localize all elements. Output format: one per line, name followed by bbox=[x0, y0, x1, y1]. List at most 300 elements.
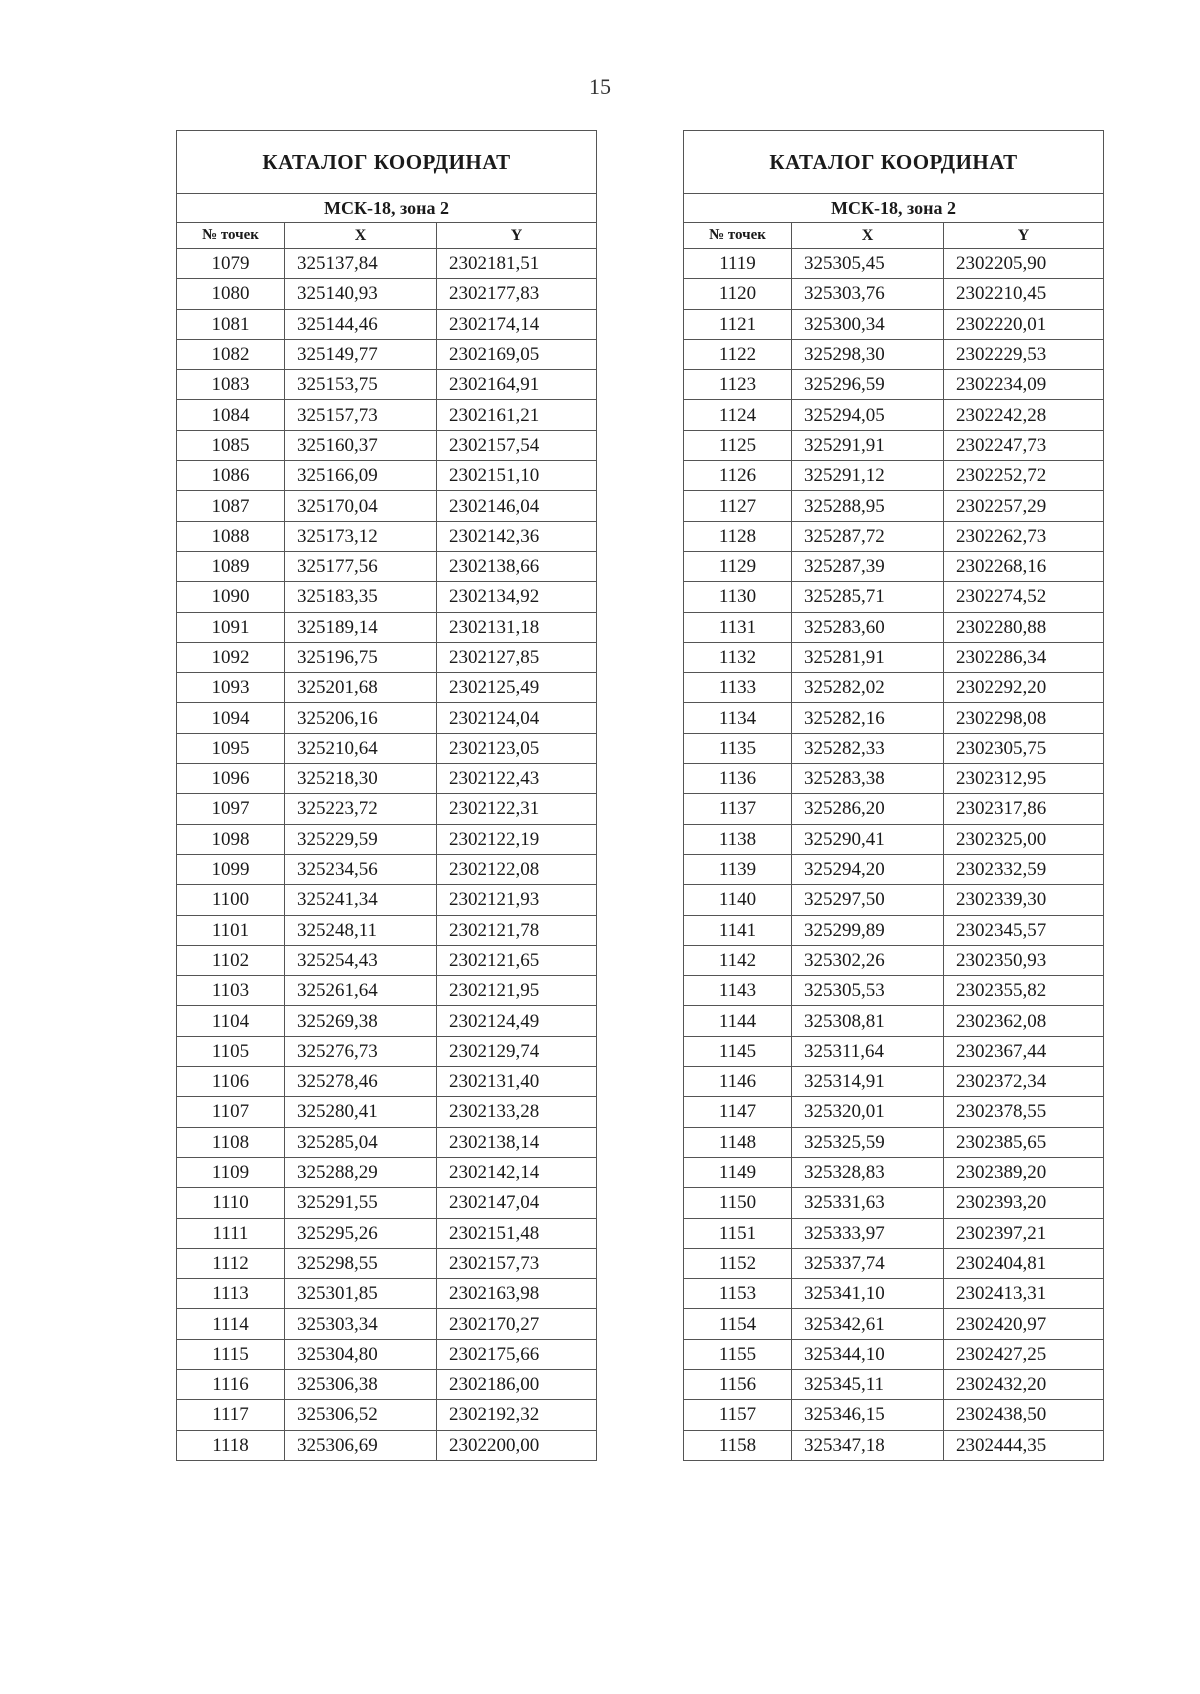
table-row bbox=[684, 885, 1104, 915]
x-coordinate-cell: 325286,20 bbox=[792, 794, 944, 824]
x-coordinate-cell: 325303,76 bbox=[792, 279, 944, 309]
point-number-cell: 1153 bbox=[684, 1279, 792, 1309]
y-coordinate-cell: 2302247,73 bbox=[944, 430, 1104, 460]
point-number-cell: 1092 bbox=[177, 642, 285, 672]
x-coordinate-cell: 325314,91 bbox=[792, 1067, 944, 1097]
x-coordinate-cell: 325170,04 bbox=[285, 491, 437, 521]
y-coordinate-cell: 2302142,36 bbox=[437, 521, 597, 551]
y-coordinate-cell: 2302133,28 bbox=[437, 1097, 597, 1127]
table-row bbox=[177, 1248, 597, 1278]
page-number: 15 bbox=[589, 74, 611, 99]
table-row bbox=[684, 794, 1104, 824]
x-coordinate-cell: 325282,33 bbox=[792, 733, 944, 763]
table-row bbox=[177, 1369, 597, 1399]
point-number-cell: 1140 bbox=[684, 885, 792, 915]
x-coordinate-cell: 325287,39 bbox=[792, 551, 944, 581]
table-row bbox=[684, 1430, 1104, 1460]
y-coordinate-cell: 2302170,27 bbox=[437, 1309, 597, 1339]
x-coordinate-cell: 325137,84 bbox=[285, 249, 437, 279]
point-number-cell: 1085 bbox=[177, 430, 285, 460]
point-number-cell: 1105 bbox=[177, 1036, 285, 1066]
point-number-cell: 1142 bbox=[684, 945, 792, 975]
table-row bbox=[177, 521, 597, 551]
x-coordinate-cell: 325288,95 bbox=[792, 491, 944, 521]
point-number-cell: 1137 bbox=[684, 794, 792, 824]
table-row bbox=[684, 854, 1104, 884]
table-row bbox=[177, 339, 597, 369]
table-row bbox=[684, 764, 1104, 794]
catalog-subtitle: МСК-18, зона 2 bbox=[177, 194, 597, 223]
x-coordinate-cell: 325295,26 bbox=[285, 1218, 437, 1248]
table-row bbox=[684, 430, 1104, 460]
point-number-cell: 1138 bbox=[684, 824, 792, 854]
table-row bbox=[177, 824, 597, 854]
y-coordinate-cell: 2302121,93 bbox=[437, 885, 597, 915]
table-row bbox=[684, 673, 1104, 703]
x-coordinate-cell: 325153,75 bbox=[285, 370, 437, 400]
x-coordinate-cell: 325299,89 bbox=[792, 915, 944, 945]
point-number-cell: 1101 bbox=[177, 915, 285, 945]
point-number-cell: 1097 bbox=[177, 794, 285, 824]
x-coordinate-cell: 325294,05 bbox=[792, 400, 944, 430]
point-number-cell: 1118 bbox=[177, 1430, 285, 1460]
y-coordinate-cell: 2302305,75 bbox=[944, 733, 1104, 763]
x-coordinate-cell: 325305,53 bbox=[792, 976, 944, 1006]
point-number-cell: 1094 bbox=[177, 703, 285, 733]
point-number-cell: 1134 bbox=[684, 703, 792, 733]
point-number-cell: 1083 bbox=[177, 370, 285, 400]
point-number-cell: 1150 bbox=[684, 1188, 792, 1218]
y-coordinate-cell: 2302210,45 bbox=[944, 279, 1104, 309]
x-coordinate-cell: 325306,38 bbox=[285, 1369, 437, 1399]
x-coordinate-cell: 325296,59 bbox=[792, 370, 944, 400]
point-number-cell: 1107 bbox=[177, 1097, 285, 1127]
y-coordinate-cell: 2302147,04 bbox=[437, 1188, 597, 1218]
x-coordinate-cell: 325346,15 bbox=[792, 1400, 944, 1430]
y-coordinate-cell: 2302157,54 bbox=[437, 430, 597, 460]
x-coordinate-cell: 325269,38 bbox=[285, 1006, 437, 1036]
table-row bbox=[177, 764, 597, 794]
x-coordinate-cell: 325241,34 bbox=[285, 885, 437, 915]
table-row bbox=[684, 733, 1104, 763]
x-coordinate-cell: 325229,59 bbox=[285, 824, 437, 854]
x-coordinate-cell: 325331,63 bbox=[792, 1188, 944, 1218]
table-row bbox=[684, 551, 1104, 581]
x-coordinate-cell: 325300,34 bbox=[792, 309, 944, 339]
point-number-cell: 1128 bbox=[684, 521, 792, 551]
point-number-cell: 1103 bbox=[177, 976, 285, 1006]
table-row bbox=[177, 1188, 597, 1218]
y-coordinate-cell: 2302432,20 bbox=[944, 1369, 1104, 1399]
y-coordinate-cell: 2302339,30 bbox=[944, 885, 1104, 915]
table-row bbox=[177, 703, 597, 733]
point-number-cell: 1125 bbox=[684, 430, 792, 460]
table-row bbox=[177, 642, 597, 672]
x-coordinate-cell: 325333,97 bbox=[792, 1218, 944, 1248]
x-coordinate-cell: 325196,75 bbox=[285, 642, 437, 672]
point-number-cell: 1108 bbox=[177, 1127, 285, 1157]
table-row bbox=[177, 1339, 597, 1369]
table-row bbox=[684, 1218, 1104, 1248]
catalog-subtitle: МСК-18, зона 2 bbox=[684, 194, 1104, 223]
point-number-cell: 1122 bbox=[684, 339, 792, 369]
y-coordinate-cell: 2302242,28 bbox=[944, 400, 1104, 430]
x-coordinate-cell: 325291,12 bbox=[792, 461, 944, 491]
y-coordinate-cell: 2302420,97 bbox=[944, 1309, 1104, 1339]
point-number-cell: 1136 bbox=[684, 764, 792, 794]
table-row bbox=[684, 1006, 1104, 1036]
table-row bbox=[177, 885, 597, 915]
table-row bbox=[177, 945, 597, 975]
y-coordinate-cell: 2302362,08 bbox=[944, 1006, 1104, 1036]
y-coordinate-cell: 2302177,83 bbox=[437, 279, 597, 309]
y-coordinate-cell: 2302122,31 bbox=[437, 794, 597, 824]
x-coordinate-cell: 325311,64 bbox=[792, 1036, 944, 1066]
table-row bbox=[177, 279, 597, 309]
x-coordinate-cell: 325298,30 bbox=[792, 339, 944, 369]
point-number-cell: 1091 bbox=[177, 612, 285, 642]
x-coordinate-cell: 325173,12 bbox=[285, 521, 437, 551]
y-coordinate-cell: 2302121,95 bbox=[437, 976, 597, 1006]
point-number-cell: 1110 bbox=[177, 1188, 285, 1218]
table-row bbox=[684, 249, 1104, 279]
table-row bbox=[684, 1339, 1104, 1369]
point-number-cell: 1081 bbox=[177, 309, 285, 339]
table-row bbox=[684, 976, 1104, 1006]
table-row bbox=[177, 915, 597, 945]
point-number-cell: 1090 bbox=[177, 582, 285, 612]
table-row bbox=[177, 673, 597, 703]
table-row bbox=[177, 976, 597, 1006]
point-number-cell: 1095 bbox=[177, 733, 285, 763]
catalog-title: КАТАЛОГ КООРДИНАТ bbox=[684, 131, 1104, 194]
catalog-title: КАТАЛОГ КООРДИНАТ bbox=[177, 131, 597, 194]
y-coordinate-cell: 2302252,72 bbox=[944, 461, 1104, 491]
y-coordinate-cell: 2302345,57 bbox=[944, 915, 1104, 945]
table-row bbox=[177, 491, 597, 521]
table-row bbox=[684, 491, 1104, 521]
y-coordinate-cell: 2302393,20 bbox=[944, 1188, 1104, 1218]
table-row bbox=[177, 249, 597, 279]
y-coordinate-cell: 2302404,81 bbox=[944, 1248, 1104, 1278]
coordinate-catalog-right bbox=[683, 130, 1104, 1461]
x-coordinate-cell: 325342,61 bbox=[792, 1309, 944, 1339]
table-row bbox=[684, 582, 1104, 612]
y-coordinate-cell: 2302280,88 bbox=[944, 612, 1104, 642]
y-coordinate-cell: 2302367,44 bbox=[944, 1036, 1104, 1066]
x-coordinate-cell: 325183,35 bbox=[285, 582, 437, 612]
catalog-body bbox=[177, 249, 597, 1461]
point-number-cell: 1147 bbox=[684, 1097, 792, 1127]
x-coordinate-cell: 325341,10 bbox=[792, 1279, 944, 1309]
y-coordinate-cell: 2302372,34 bbox=[944, 1067, 1104, 1097]
x-coordinate-cell: 325344,10 bbox=[792, 1339, 944, 1369]
x-coordinate-cell: 325282,02 bbox=[792, 673, 944, 703]
y-coordinate-cell: 2302274,52 bbox=[944, 582, 1104, 612]
table-row bbox=[177, 1218, 597, 1248]
x-coordinate-cell: 325261,64 bbox=[285, 976, 437, 1006]
table-row bbox=[684, 1279, 1104, 1309]
point-number-cell: 1131 bbox=[684, 612, 792, 642]
y-coordinate-cell: 2302292,20 bbox=[944, 673, 1104, 703]
point-number-cell: 1129 bbox=[684, 551, 792, 581]
y-coordinate-cell: 2302181,51 bbox=[437, 249, 597, 279]
column-header-y: Y bbox=[437, 223, 597, 249]
y-coordinate-cell: 2302157,73 bbox=[437, 1248, 597, 1278]
point-number-cell: 1145 bbox=[684, 1036, 792, 1066]
table-row bbox=[177, 1067, 597, 1097]
table-row bbox=[177, 309, 597, 339]
point-number-cell: 1115 bbox=[177, 1339, 285, 1369]
point-number-cell: 1106 bbox=[177, 1067, 285, 1097]
y-coordinate-cell: 2302138,66 bbox=[437, 551, 597, 581]
x-coordinate-cell: 325325,59 bbox=[792, 1127, 944, 1157]
y-coordinate-cell: 2302385,65 bbox=[944, 1127, 1104, 1157]
x-coordinate-cell: 325306,52 bbox=[285, 1400, 437, 1430]
x-coordinate-cell: 325177,56 bbox=[285, 551, 437, 581]
y-coordinate-cell: 2302121,65 bbox=[437, 945, 597, 975]
column-header-row bbox=[177, 223, 597, 249]
x-coordinate-cell: 325160,37 bbox=[285, 430, 437, 460]
y-coordinate-cell: 2302298,08 bbox=[944, 703, 1104, 733]
x-coordinate-cell: 325149,77 bbox=[285, 339, 437, 369]
point-number-cell: 1080 bbox=[177, 279, 285, 309]
x-coordinate-cell: 325347,18 bbox=[792, 1430, 944, 1460]
column-header-point-number: № точек bbox=[684, 223, 792, 249]
table-row bbox=[684, 1067, 1104, 1097]
x-coordinate-cell: 325291,55 bbox=[285, 1188, 437, 1218]
table-row bbox=[177, 582, 597, 612]
x-coordinate-cell: 325306,69 bbox=[285, 1430, 437, 1460]
x-coordinate-cell: 325201,68 bbox=[285, 673, 437, 703]
table-row bbox=[684, 1188, 1104, 1218]
column-header-y: Y bbox=[944, 223, 1104, 249]
x-coordinate-cell: 325276,73 bbox=[285, 1036, 437, 1066]
point-number-cell: 1098 bbox=[177, 824, 285, 854]
point-number-cell: 1152 bbox=[684, 1248, 792, 1278]
y-coordinate-cell: 2302186,00 bbox=[437, 1369, 597, 1399]
y-coordinate-cell: 2302163,98 bbox=[437, 1279, 597, 1309]
x-coordinate-cell: 325298,55 bbox=[285, 1248, 437, 1278]
table-row bbox=[684, 915, 1104, 945]
y-coordinate-cell: 2302124,49 bbox=[437, 1006, 597, 1036]
x-coordinate-cell: 325303,34 bbox=[285, 1309, 437, 1339]
point-number-cell: 1124 bbox=[684, 400, 792, 430]
point-number-cell: 1079 bbox=[177, 249, 285, 279]
table-row bbox=[177, 1400, 597, 1430]
table-row bbox=[684, 1248, 1104, 1278]
x-coordinate-cell: 325288,29 bbox=[285, 1157, 437, 1187]
table-row bbox=[177, 430, 597, 460]
table-row bbox=[177, 461, 597, 491]
point-number-cell: 1104 bbox=[177, 1006, 285, 1036]
y-coordinate-cell: 2302234,09 bbox=[944, 370, 1104, 400]
table-row bbox=[684, 1127, 1104, 1157]
x-coordinate-cell: 325305,45 bbox=[792, 249, 944, 279]
x-coordinate-cell: 325287,72 bbox=[792, 521, 944, 551]
y-coordinate-cell: 2302131,18 bbox=[437, 612, 597, 642]
y-coordinate-cell: 2302122,43 bbox=[437, 764, 597, 794]
point-number-cell: 1116 bbox=[177, 1369, 285, 1399]
y-coordinate-cell: 2302220,01 bbox=[944, 309, 1104, 339]
table-row bbox=[684, 1369, 1104, 1399]
table-row bbox=[684, 1400, 1104, 1430]
y-coordinate-cell: 2302142,14 bbox=[437, 1157, 597, 1187]
x-coordinate-cell: 325285,71 bbox=[792, 582, 944, 612]
table-row bbox=[177, 1157, 597, 1187]
x-coordinate-cell: 325328,83 bbox=[792, 1157, 944, 1187]
y-coordinate-cell: 2302131,40 bbox=[437, 1067, 597, 1097]
y-coordinate-cell: 2302312,95 bbox=[944, 764, 1104, 794]
x-coordinate-cell: 325189,14 bbox=[285, 612, 437, 642]
y-coordinate-cell: 2302122,19 bbox=[437, 824, 597, 854]
column-header-x: X bbox=[285, 223, 437, 249]
x-coordinate-cell: 325254,43 bbox=[285, 945, 437, 975]
y-coordinate-cell: 2302174,14 bbox=[437, 309, 597, 339]
table-row bbox=[684, 309, 1104, 339]
y-coordinate-cell: 2302427,25 bbox=[944, 1339, 1104, 1369]
y-coordinate-cell: 2302317,86 bbox=[944, 794, 1104, 824]
x-coordinate-cell: 325280,41 bbox=[285, 1097, 437, 1127]
point-number-cell: 1156 bbox=[684, 1369, 792, 1399]
point-number-cell: 1087 bbox=[177, 491, 285, 521]
table-row bbox=[684, 339, 1104, 369]
point-number-cell: 1130 bbox=[684, 582, 792, 612]
point-number-cell: 1157 bbox=[684, 1400, 792, 1430]
column-header-point-number: № точек bbox=[177, 223, 285, 249]
point-number-cell: 1096 bbox=[177, 764, 285, 794]
y-coordinate-cell: 2302175,66 bbox=[437, 1339, 597, 1369]
y-coordinate-cell: 2302127,85 bbox=[437, 642, 597, 672]
y-coordinate-cell: 2302138,14 bbox=[437, 1127, 597, 1157]
y-coordinate-cell: 2302192,32 bbox=[437, 1400, 597, 1430]
point-number-cell: 1155 bbox=[684, 1339, 792, 1369]
table-row bbox=[177, 1097, 597, 1127]
point-number-cell: 1121 bbox=[684, 309, 792, 339]
y-coordinate-cell: 2302229,53 bbox=[944, 339, 1104, 369]
y-coordinate-cell: 2302123,05 bbox=[437, 733, 597, 763]
y-coordinate-cell: 2302125,49 bbox=[437, 673, 597, 703]
point-number-cell: 1158 bbox=[684, 1430, 792, 1460]
x-coordinate-cell: 325166,09 bbox=[285, 461, 437, 491]
x-coordinate-cell: 325291,91 bbox=[792, 430, 944, 460]
table-row bbox=[684, 279, 1104, 309]
table-row bbox=[177, 733, 597, 763]
y-coordinate-cell: 2302122,08 bbox=[437, 854, 597, 884]
point-number-cell: 1093 bbox=[177, 673, 285, 703]
point-number-cell: 1100 bbox=[177, 885, 285, 915]
point-number-cell: 1135 bbox=[684, 733, 792, 763]
x-coordinate-cell: 325337,74 bbox=[792, 1248, 944, 1278]
x-coordinate-cell: 325285,04 bbox=[285, 1127, 437, 1157]
point-number-cell: 1089 bbox=[177, 551, 285, 581]
point-number-cell: 1112 bbox=[177, 1248, 285, 1278]
table-row bbox=[684, 370, 1104, 400]
x-coordinate-cell: 325140,93 bbox=[285, 279, 437, 309]
x-coordinate-cell: 325302,26 bbox=[792, 945, 944, 975]
point-number-cell: 1127 bbox=[684, 491, 792, 521]
point-number-cell: 1132 bbox=[684, 642, 792, 672]
x-coordinate-cell: 325206,16 bbox=[285, 703, 437, 733]
point-number-cell: 1148 bbox=[684, 1127, 792, 1157]
y-coordinate-cell: 2302332,59 bbox=[944, 854, 1104, 884]
x-coordinate-cell: 325278,46 bbox=[285, 1067, 437, 1097]
point-number-cell: 1144 bbox=[684, 1006, 792, 1036]
y-coordinate-cell: 2302413,31 bbox=[944, 1279, 1104, 1309]
x-coordinate-cell: 325234,56 bbox=[285, 854, 437, 884]
point-number-cell: 1086 bbox=[177, 461, 285, 491]
catalog-body bbox=[684, 249, 1104, 1461]
x-coordinate-cell: 325248,11 bbox=[285, 915, 437, 945]
point-number-cell: 1113 bbox=[177, 1279, 285, 1309]
y-coordinate-cell: 2302325,00 bbox=[944, 824, 1104, 854]
x-coordinate-cell: 325218,30 bbox=[285, 764, 437, 794]
y-coordinate-cell: 2302378,55 bbox=[944, 1097, 1104, 1127]
table-row bbox=[177, 400, 597, 430]
y-coordinate-cell: 2302164,91 bbox=[437, 370, 597, 400]
x-coordinate-cell: 325301,85 bbox=[285, 1279, 437, 1309]
table-row bbox=[177, 794, 597, 824]
point-number-cell: 1141 bbox=[684, 915, 792, 945]
x-coordinate-cell: 325283,60 bbox=[792, 612, 944, 642]
point-number-cell: 1088 bbox=[177, 521, 285, 551]
point-number-cell: 1123 bbox=[684, 370, 792, 400]
point-number-cell: 1151 bbox=[684, 1218, 792, 1248]
point-number-cell: 1149 bbox=[684, 1157, 792, 1187]
table-row bbox=[684, 1036, 1104, 1066]
point-number-cell: 1146 bbox=[684, 1067, 792, 1097]
table-row bbox=[684, 824, 1104, 854]
y-coordinate-cell: 2302146,04 bbox=[437, 491, 597, 521]
y-coordinate-cell: 2302151,10 bbox=[437, 461, 597, 491]
x-coordinate-cell: 325304,80 bbox=[285, 1339, 437, 1369]
y-coordinate-cell: 2302134,92 bbox=[437, 582, 597, 612]
table-row bbox=[177, 1279, 597, 1309]
y-coordinate-cell: 2302286,34 bbox=[944, 642, 1104, 672]
table-row bbox=[177, 551, 597, 581]
y-coordinate-cell: 2302161,21 bbox=[437, 400, 597, 430]
table-row bbox=[684, 521, 1104, 551]
x-coordinate-cell: 325210,64 bbox=[285, 733, 437, 763]
table-row bbox=[177, 370, 597, 400]
point-number-cell: 1102 bbox=[177, 945, 285, 975]
x-coordinate-cell: 325283,38 bbox=[792, 764, 944, 794]
table-row bbox=[684, 461, 1104, 491]
y-coordinate-cell: 2302200,00 bbox=[437, 1430, 597, 1460]
point-number-cell: 1084 bbox=[177, 400, 285, 430]
point-number-cell: 1082 bbox=[177, 339, 285, 369]
point-number-cell: 1154 bbox=[684, 1309, 792, 1339]
table-row bbox=[177, 612, 597, 642]
point-number-cell: 1133 bbox=[684, 673, 792, 703]
x-coordinate-cell: 325223,72 bbox=[285, 794, 437, 824]
x-coordinate-cell: 325308,81 bbox=[792, 1006, 944, 1036]
x-coordinate-cell: 325294,20 bbox=[792, 854, 944, 884]
table-row bbox=[177, 1036, 597, 1066]
y-coordinate-cell: 2302262,73 bbox=[944, 521, 1104, 551]
table-row bbox=[684, 612, 1104, 642]
table-row bbox=[177, 854, 597, 884]
point-number-cell: 1111 bbox=[177, 1218, 285, 1248]
y-coordinate-cell: 2302444,35 bbox=[944, 1430, 1104, 1460]
table-row bbox=[684, 945, 1104, 975]
y-coordinate-cell: 2302397,21 bbox=[944, 1218, 1104, 1248]
table-row bbox=[684, 1309, 1104, 1339]
y-coordinate-cell: 2302389,20 bbox=[944, 1157, 1104, 1187]
table-row bbox=[684, 400, 1104, 430]
table-row bbox=[684, 1157, 1104, 1187]
point-number-cell: 1139 bbox=[684, 854, 792, 884]
